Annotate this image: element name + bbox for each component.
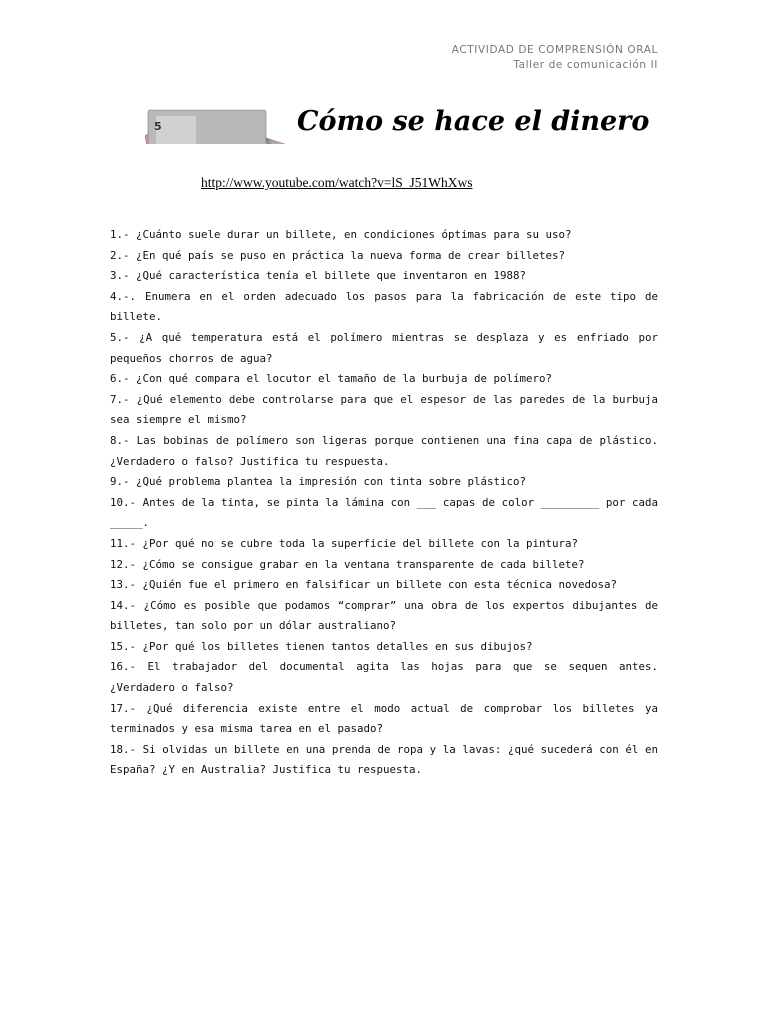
question-item: 16.- El trabajador del documental agita las hojas para que se sequen antes. ¿Verdadero o falso? xyxy=(110,660,658,695)
document-title: Cómo se hace el dinero xyxy=(297,106,650,137)
question-item: 15.- ¿Por qué los billetes tienen tantos detalles en sus dibujos? xyxy=(110,639,533,653)
video-link[interactable]: http://www.youtube.com/watch?v=lS_J51WhXws xyxy=(201,175,473,190)
question-item: 10.- Antes de la tinta, se pinta la lámina con ___ capas de color _________ por cada _____. xyxy=(110,495,658,530)
question-item: 5.- ¿A qué temperatura está el polímero mientras se desplaza y es enfriado por pequeños chorros de agua? xyxy=(110,330,658,365)
question-item: 1.- ¿Cuánto suele durar un billete, en condiciones óptimas para su uso? xyxy=(110,228,572,241)
question-item: 13.- ¿Quién fue el primero en falsificar un billete con esta técnica novedosa? xyxy=(110,578,618,592)
course-label: Taller de comunicación II xyxy=(513,59,658,71)
question-item: 8.- Las bobinas de polímero son ligeras porque contienen una fina capa de plástico. ¿Verdadero o falso? Justifica tu respuesta. xyxy=(110,433,658,468)
euro-banknotes-illustration xyxy=(116,18,288,144)
banknotes-image xyxy=(116,18,288,144)
question-item: 17.- ¿Qué diferencia existe entre el modo actual de comprobar los billetes ya terminados y esa misma tarea en el pasado? xyxy=(110,701,658,736)
question-item: 9.- ¿Qué problema plantea la impresión con tinta sobre plástico? xyxy=(110,475,527,489)
question-item: 11.- ¿Por qué no se cubre toda la superficie del billete con la pintura? xyxy=(110,536,579,550)
banknote-value: 5 xyxy=(154,120,162,133)
document-header xyxy=(452,43,658,73)
question-item: 14.- ¿Cómo es posible que podamos “comprar” una obra de los expertos dibujantes de billetes, tan solo por un dólar australiano? xyxy=(110,598,658,633)
question-item: 2.- ¿En qué país se puso en práctica la nueva forma de crear billetes? xyxy=(110,248,566,262)
question-item: 12.- ¿Cómo se consigue grabar en la ventana transparente de cada billete? xyxy=(110,557,585,571)
banknote-5 xyxy=(148,110,266,144)
question-item: 18.- Si olvidas un billete en una prenda de ropa y la lavas: ¿qué sucederá con él en España? ¿Y en Australia? Justifica tu respuesta. xyxy=(110,742,658,777)
question-item: 4.-. Enumera en el orden adecuado los pasos para la fabricación de este tipo de billete. xyxy=(110,289,658,324)
question-list xyxy=(110,225,658,781)
question-item: 7.- ¿Qué elemento debe controlarse para que el espesor de las paredes de la burbuja sea siempre el mismo? xyxy=(110,392,658,427)
question-item: 6.- ¿Con qué compara el locutor el tamaño de la burbuja de polímero? xyxy=(110,372,553,386)
activity-label: ACTIVIDAD DE COMPRENSIÓN ORAL xyxy=(451,44,658,56)
question-item: 3.- ¿Qué característica tenía el billete que inventaron en 1988? xyxy=(110,269,527,283)
